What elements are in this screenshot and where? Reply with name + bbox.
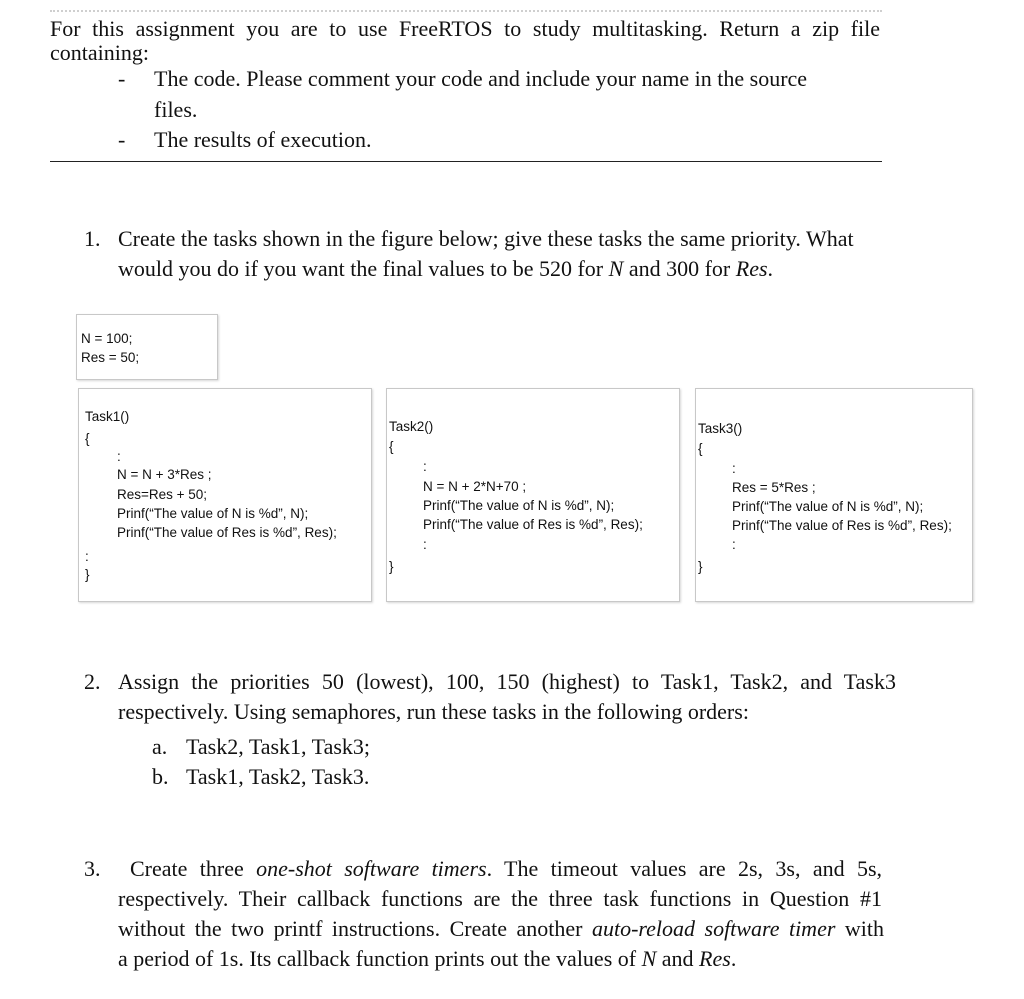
q3-l1-text-a: Create three [130, 856, 257, 881]
bullet-code-line1: The code. Please comment your code and include your name in the source [154, 66, 808, 91]
q3-line-3 [118, 914, 884, 944]
q3-l3-text-b: with [835, 916, 885, 941]
task3-close-brace: } [698, 559, 703, 574]
task3-code-1: Res = 5*Res ; [732, 480, 816, 495]
task2-code-2: Prinf(“The value of N is %d”, N); [423, 498, 615, 513]
task1-dots-top: : [117, 449, 121, 464]
intro-line-2: containing: [50, 40, 149, 65]
task1-open-brace: { [85, 431, 90, 446]
task2-title: Task2() [389, 419, 434, 434]
q2-line-2: respectively. Using semaphores, run these tasks in the following orders: [118, 699, 749, 724]
q1-line2-text-b: and 300 for [623, 256, 736, 281]
task2-box [386, 388, 680, 602]
task1-code-1: N = N + 3*Res ; [117, 467, 212, 482]
bullet-results-line1: The results of execution. [154, 127, 372, 152]
task1-code-4: Prinf(“The value of Res is %d”, Res); [117, 525, 337, 540]
task3-code-2: Prinf(“The value of N is %d”, N); [732, 499, 924, 514]
q2-item-a-label: a. [152, 734, 168, 759]
task2-dots-top: : [423, 459, 427, 474]
q3-l3-italic: auto-reload software timer [591, 916, 836, 941]
q1-line-2 [118, 254, 773, 284]
task2-code-3: Prinf(“The value of Res is %d”, Res); [423, 517, 643, 532]
q1-var-n: N [608, 256, 624, 281]
task2-code-1: N = N + 2*N+70 ; [423, 479, 527, 494]
task3-dots-bottom: : [732, 537, 736, 552]
q2-item-a-text: Task2, Task1, Task3; [186, 734, 371, 759]
q2-item-b-label: b. [152, 764, 169, 789]
q2-number: 2. [84, 669, 101, 694]
task3-dots-top: : [732, 461, 736, 476]
bullet-dash: - [118, 127, 126, 152]
q3-l1-text-b: . The timeout values are 2s, 3s, and 5s, [486, 856, 883, 881]
q3-l4-text-b: and [656, 946, 700, 971]
q3-l1-italic: one-shot software timers [256, 856, 487, 881]
intro-line-1: For this assignment you are to use FreeRTOS to study multitasking. Return a zip file [50, 16, 880, 41]
task1-title: Task1() [85, 409, 130, 424]
task1-code-3: Prinf(“The value of N is %d”, N); [117, 506, 309, 521]
init-line-n: N = 100; [81, 331, 133, 346]
task3-code-3: Prinf(“The value of Res is %d”, Res); [732, 518, 952, 533]
init-line-res: Res = 50; [81, 350, 140, 365]
q3-l3-text-a: without the two printf instructions. Create another [118, 916, 592, 941]
q3-l4-text-a: a period of 1s. Its callback function prints out the values of [118, 946, 642, 971]
q1-line2-end: . [767, 256, 774, 281]
task1-box [78, 388, 372, 602]
q1-line-1: Create the tasks shown in the figure below; give these tasks the same priority. What [118, 226, 854, 251]
q1-line2-text: would you do if you want the final values to be 520 for [118, 256, 609, 281]
q3-var-n: N [641, 946, 657, 971]
q3-line-2: respectively. Their callback functions are the three task functions in Question #1 [118, 886, 882, 911]
task1-code-2: Res=Res + 50; [117, 487, 208, 502]
task1-dots-bottom: : [85, 549, 89, 564]
q3-line-1 [130, 854, 882, 884]
task2-dots-bottom: : [423, 537, 427, 552]
q3-number: 3. [84, 856, 101, 881]
task3-open-brace: { [698, 441, 703, 456]
q3-var-res: Res [699, 946, 731, 971]
init-box [76, 314, 218, 380]
bullet-code-line2: files. [154, 97, 198, 122]
top-dotted-border [50, 10, 882, 12]
section-divider [50, 161, 882, 162]
q2-item-b-text: Task1, Task2, Task3. [186, 764, 370, 789]
q1-var-res: Res [735, 256, 768, 281]
task2-open-brace: { [389, 439, 394, 454]
q3-l4-end: . [730, 946, 737, 971]
q1-number: 1. [84, 226, 101, 251]
task2-close-brace: } [389, 559, 394, 574]
q3-line-4 [118, 944, 736, 974]
q2-line-1: Assign the priorities 50 (lowest), 100, 150 (highest) to Task1, Task2, and Task3 [118, 669, 896, 694]
bullet-dash: - [118, 66, 126, 91]
task3-title: Task3() [698, 421, 743, 436]
task1-close-brace: } [85, 567, 90, 582]
task3-box [695, 388, 973, 602]
